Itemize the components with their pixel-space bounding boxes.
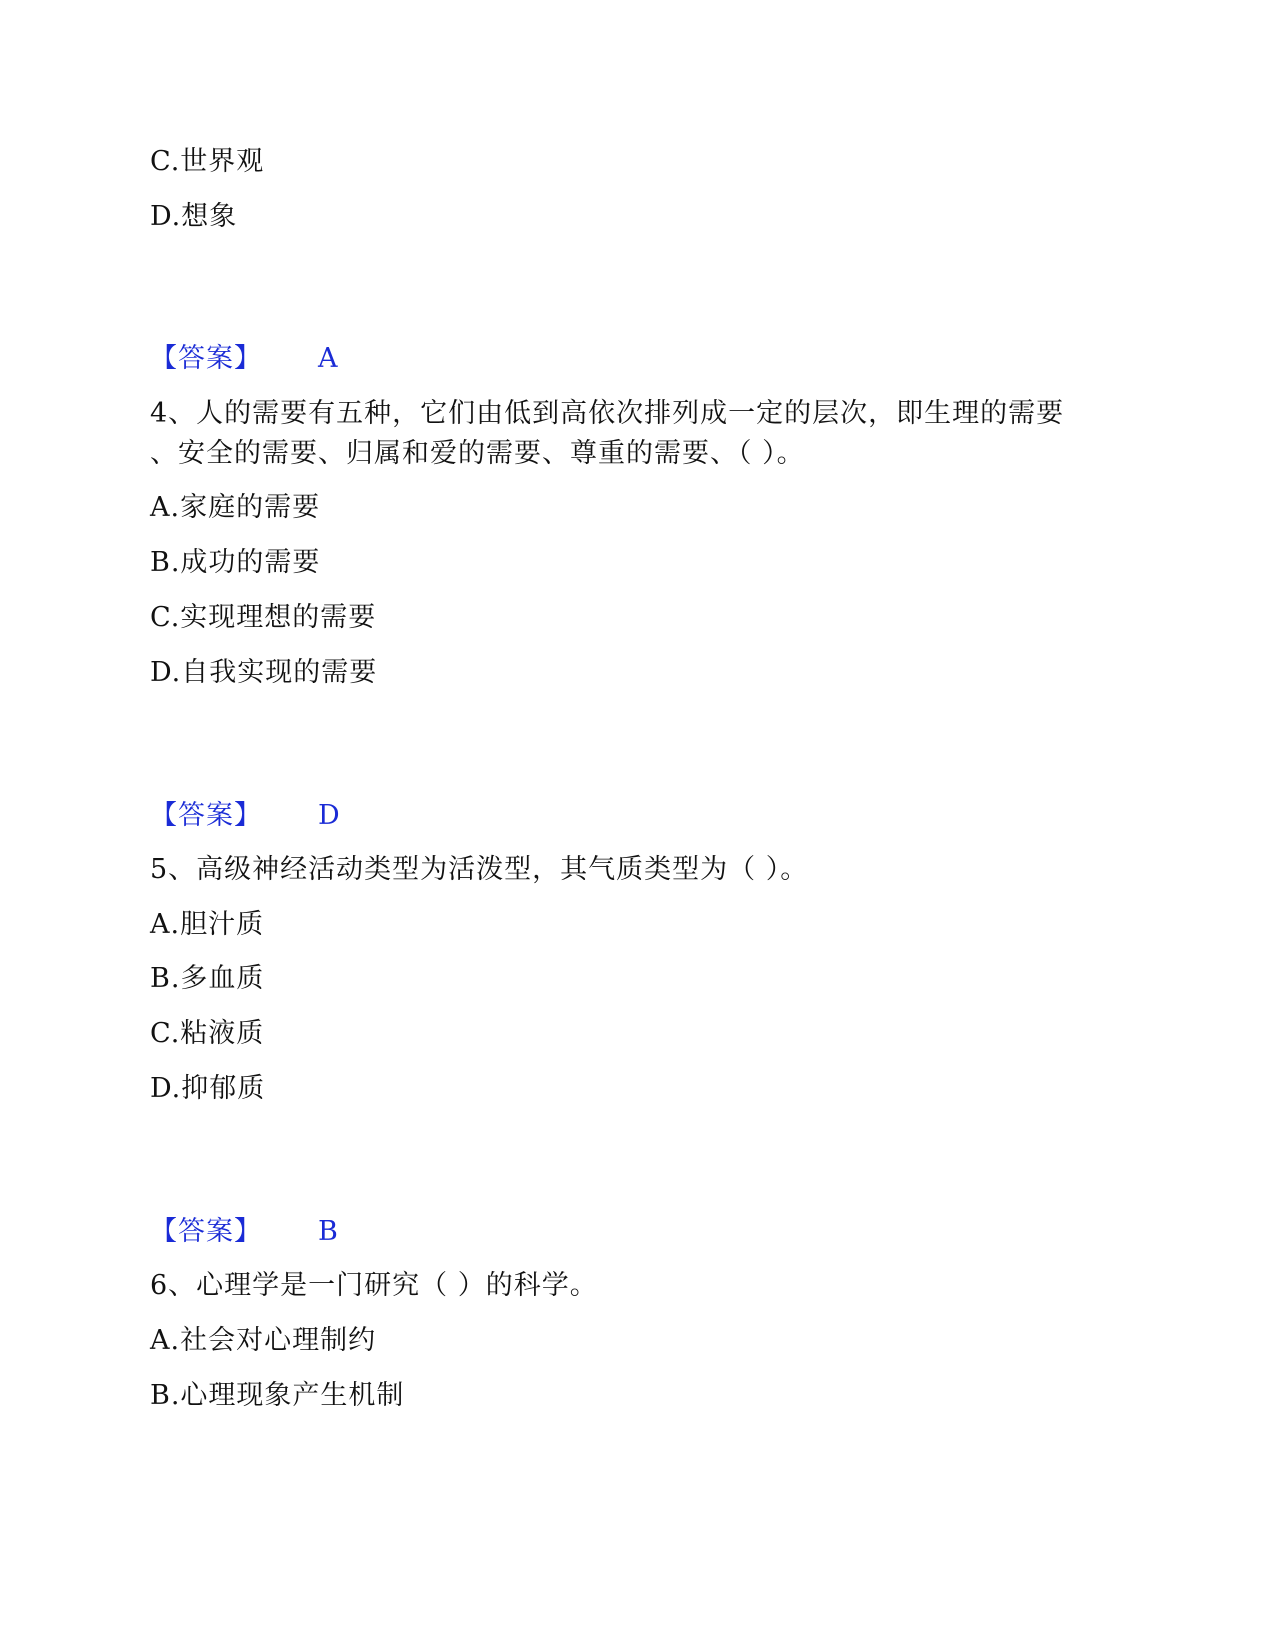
q5-option-d: D.抑郁质: [150, 1073, 266, 1104]
q5-option-a: A.胆汁质: [150, 909, 265, 940]
q4-option-b: B.成功的需要: [150, 547, 321, 578]
q6-option-a: A.社会对心理制约: [150, 1325, 377, 1356]
answer-value: B: [318, 1216, 339, 1247]
answer-value: A: [318, 343, 339, 374]
answer-value: D: [318, 800, 341, 831]
answer-label: 【答案】: [150, 1216, 262, 1247]
answer-label: 【答案】: [150, 800, 262, 831]
q6-stem: 6、心理学是一门研究（ ）的科学。: [150, 1270, 598, 1301]
q5-answer: [150, 1216, 339, 1248]
q5-stem: 5、高级神经活动类型为活泼型，其气质类型为（ ）。: [150, 854, 809, 885]
q6-option-b: B.心理现象产生机制: [150, 1380, 405, 1411]
q3-option-c: C.世界观: [150, 146, 265, 177]
answer-label: 【答案】: [150, 343, 262, 374]
q4-option-d: D.自我实现的需要: [150, 657, 378, 688]
q3-option-d: D.想象: [150, 201, 238, 232]
q4-option-c: C.实现理想的需要: [150, 602, 377, 633]
q5-option-c: C.粘液质: [150, 1018, 265, 1049]
q4-stem-line2: 、安全的需要、归属和爱的需要、尊重的需要、（ ）。: [150, 438, 805, 469]
q4-option-a: A.家庭的需要: [150, 492, 321, 523]
q4-answer: [150, 800, 341, 832]
q5-option-b: B.多血质: [150, 963, 265, 994]
q3-answer: [150, 343, 339, 375]
q4-stem-line1: 4、人的需要有五种，它们由低到高依次排列成一定的层次，即生理的需要: [150, 398, 1065, 429]
